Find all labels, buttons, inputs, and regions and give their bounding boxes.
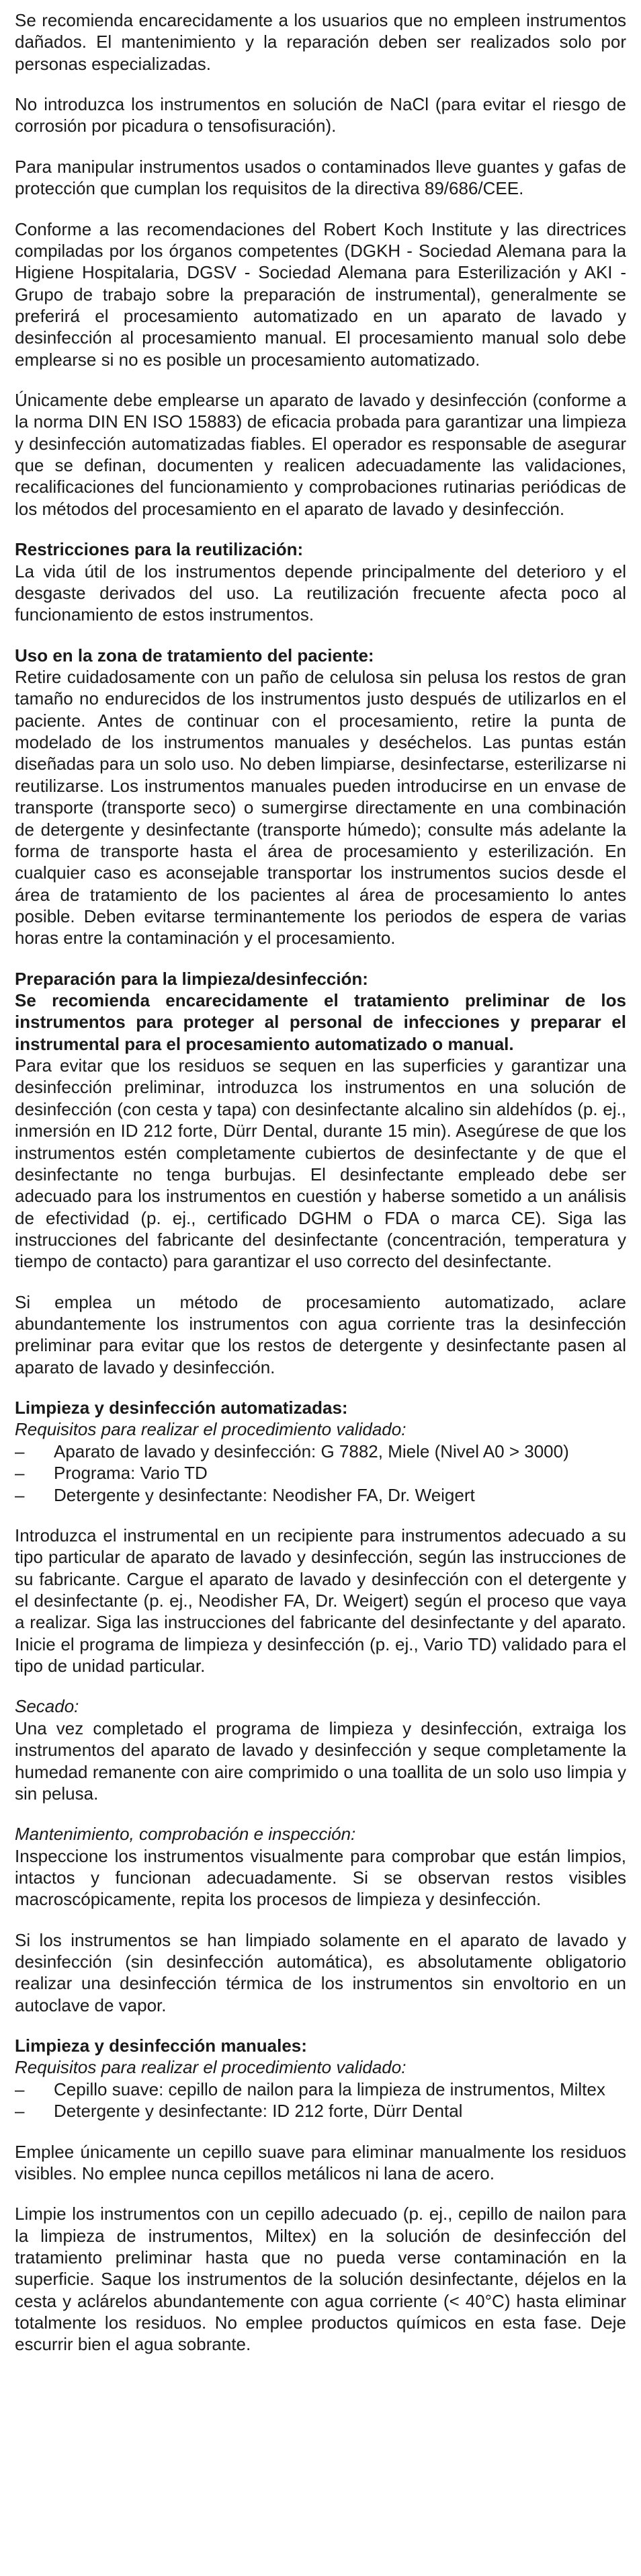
maintenance-section <box>15 1823 626 1910</box>
preparation-heading: Preparación para la limpieza/desinfección: <box>15 968 368 989</box>
intro-paragraph-3: Para manipular instrumentos usados o contaminados lleve guantes y gafas de protección que cumplan los requisitos de la directiva 89/686/CEE. <box>15 156 626 199</box>
dash-mark: – <box>15 1463 25 1484</box>
list-item-text: Cepillo suave: cepillo de nailon para la limpieza de instrumentos, Miltex <box>54 2079 605 2099</box>
dash-mark: – <box>15 1484 25 1505</box>
automated-text: Introduzca el instrumental en un recipiente para instrumentos adecuado a su tipo particular de aparato de lavado y desinfección, según las instrucciones de su fabricante. Cargue el aparato de lavado y desinfección con el detergente y el desinfectante (p. ej., Neodisher FA, Dr. Weigert) según el proceso que vaya a realizar. Siga las instrucciones del fabricante del desinfectante y del aparato. Inicie el programa de limpieza y desinfección (p. ej., Vario TD) validado para el tipo de unidad particular. <box>15 1525 626 1677</box>
list-item <box>15 2079 626 2100</box>
manual-requirements-label: Requisitos para realizar el procedimiento validado: <box>15 2057 407 2078</box>
intro-paragraph-4: Conforme a las recomendaciones del Robert Koch Institute y las directrices compiladas por los órganos competentes (DGKH - Sociedad Alemana para la Higiene Hospitalaria, DGSV - Sociedad Alemana para Esterilización y AKI - Grupo de trabajo sobre la preparación de instrumental), generalmente se preferirá el procesamiento automatizado en un aparato de lavado y desinfección al procesamiento manual. El procesamiento manual solo debe emplearse si no es posible un procesamiento automatizado. <box>15 218 626 370</box>
list-item-text: Aparato de lavado y desinfección: G 7882, Miele (Nivel A0 > 3000) <box>54 1441 569 1461</box>
reuse-section <box>15 538 626 625</box>
automated-requirements-label: Requisitos para realizar el procedimiento validado: <box>15 1419 407 1440</box>
list-item <box>15 1441 626 1462</box>
maintenance-label: Mantenimiento, comprobación e inspección: <box>15 1824 356 1845</box>
manual-text-2: Limpie los instrumentos con un cepillo adecuado (p. ej., cepillo de nailon para la limpieza de instrumentos, Miltex) en la solución de desinfección del tratamiento preliminar hasta que no pueda verse contaminación en la superficie. Saque los instrumentos de la solución desinfectante, déjelos en la cesta y aclárelos abundantemente con agua corriente (< 40°C) hasta eliminar totalmente los residuos. No emplee productos químicos en esta fase. Deje escurrir bien el agua sobrante. <box>15 2204 626 2355</box>
reuse-heading: Restricciones para la reutilización: <box>15 539 304 560</box>
thermal-disinfection-note: Si los instrumentos se han limpiado solamente en el aparato de lavado y desinfección (sin desinfección automática), es absolutamente obligatorio realizar una desinfección térmica de los instrumentos sin envoltorio en un autoclave de vapor. <box>15 1929 626 2015</box>
list-item-text: Programa: Vario TD <box>54 1463 208 1484</box>
list-item-text: Detergente y desinfectante: ID 212 forte, Dürr Dental <box>54 2101 463 2122</box>
preparation-text: Para evitar que los residuos se sequen en las superficies y garantizar una desinfección preliminar, introduzca los instrumentos en una solución de desinfección (con cesta y tapa) con desinfectante alcalino sin aldehídos (p. ej., inmersión en ID 212 forte, Dürr Dental, durante 15 min). Asegúrese de que los instrumentos estén completamente cubiertos de desinfectante y de que el desinfectante no tenga burbujas. El desinfectante empleado debe ser adecuado para los instrumentos en cuestión y haberse sometido a un análisis de efectividad (p. ej., certificado DGHM o FDA o marca CE). Siga las instrucciones del fabricante del desinfectante (concentración, temperatura y tiempo de contacto) para garantizar el uso correcto del desinfectante. <box>15 1055 626 1272</box>
preparation-text-2: Si emplea un método de procesamiento automatizado, aclare abundantemente los instrumentos con agua corriente tras la desinfección preliminar para evitar que los restos de detergente y desinfectante pasen al aparato de lavado y desinfección. <box>15 1291 626 1377</box>
maintenance-text: Inspeccione los instrumentos visualmente para comprobar que están limpios, intactos y funcionan adecuadamente. Si se observan restos visibles macroscópicamente, repita los procesos de limpieza y desinfección. <box>15 1845 626 1910</box>
preparation-bold-text: Se recomienda encarecidamente el tratamiento preliminar de los instrumentos para proteger al personal de infecciones y preparar el instrumental para el procesamiento automatizado o manual. <box>15 990 626 1054</box>
list-item <box>15 1462 626 1484</box>
intro-paragraph-2: No introduzca los instrumentos en solución de NaCl (para evitar el riesgo de corrosión por picadura o tensofisuración). <box>15 94 626 136</box>
manual-requirements-list <box>15 2079 626 2122</box>
list-item <box>15 2100 626 2122</box>
reuse-text: La vida útil de los instrumentos depende principalmente del deterioro y el desgaste derivados del uso. La reutilización frecuente afecta poco al funcionamiento de estos instrumentos. <box>15 561 626 625</box>
intro-paragraph-1: Se recomienda encarecidamente a los usuarios que no empleen instrumentos dañados. El mantenimiento y la reparación deben ser realizados solo por personas especializadas. <box>15 10 626 74</box>
drying-section <box>15 1695 626 1804</box>
point-of-use-heading: Uso en la zona de tratamiento del paciente: <box>15 645 374 666</box>
dash-mark: – <box>15 2079 25 2099</box>
automated-section <box>15 1397 626 1506</box>
manual-text: Emplee únicamente un cepillo suave para eliminar manualmente los residuos visibles. No emplee nunca cepillos metálicos ni lana de acero. <box>15 2141 626 2183</box>
point-of-use-text: Retire cuidadosamente con un paño de celulosa sin pelusa los restos de gran tamaño no endurecidos de los instrumentos justo después de utilizarlos en el paciente. Antes de continuar con el procesamiento, retire la punta de modelado de los instrumentos manuales y deséchelos. Las puntas están diseñadas para un solo uso. No deben limpiarse, desinfectarse, esterilizarse ni reutilizarse. Los instrumentos manuales pueden introducirse en un envase de transporte (transporte seco) o sumergirse directamente en una combinación de detergente y desinfectante (transporte húmedo); consulte más adelante la forma de transporte hasta el área de procesamiento y esterilización. En cualquier caso es aconsejable transportar los instrumentos sucios desde el área de tratamiento de los pacientes al área de procesamiento lo antes posible. Deben evitarse terminantemente los periodos de espera de varias horas entre la contaminación y el procesamiento. <box>15 666 626 949</box>
drying-text: Una vez completado el programa de limpieza y desinfección, extraiga los instrumentos del aparato de lavado y desinfección y seque completamente la humedad remanente con aire comprimido o una toallita de un solo uso limpia y sin pelusa. <box>15 1718 626 1804</box>
drying-label: Secado: <box>15 1696 79 1717</box>
automated-heading: Limpieza y desinfección automatizadas: <box>15 1398 348 1418</box>
automated-requirements-list <box>15 1441 626 1506</box>
list-item <box>15 1484 626 1506</box>
list-item-text: Detergente y desinfectante: Neodisher FA, Dr. Weigert <box>54 1484 475 1505</box>
point-of-use-section <box>15 645 626 949</box>
dash-mark: – <box>15 1441 25 1461</box>
manual-section <box>15 2035 626 2122</box>
manual-heading: Limpieza y desinfección manuales: <box>15 2036 307 2056</box>
dash-mark: – <box>15 2101 25 2122</box>
preparation-section <box>15 968 626 1273</box>
intro-paragraph-5: Únicamente debe emplearse un aparato de lavado y desinfección (conforme a la norma DIN EN ISO 15883) de eficacia probada para garantizar una limpieza y desinfección automatizadas fiables. El operador es responsable de asegurar que se definan, documenten y realicen adecuadamente las validaciones, recalificaciones del funcionamiento y comprobaciones rutinarias periódicas de los métodos del procesamiento en el aparato de lavado y desinfección. <box>15 390 626 519</box>
